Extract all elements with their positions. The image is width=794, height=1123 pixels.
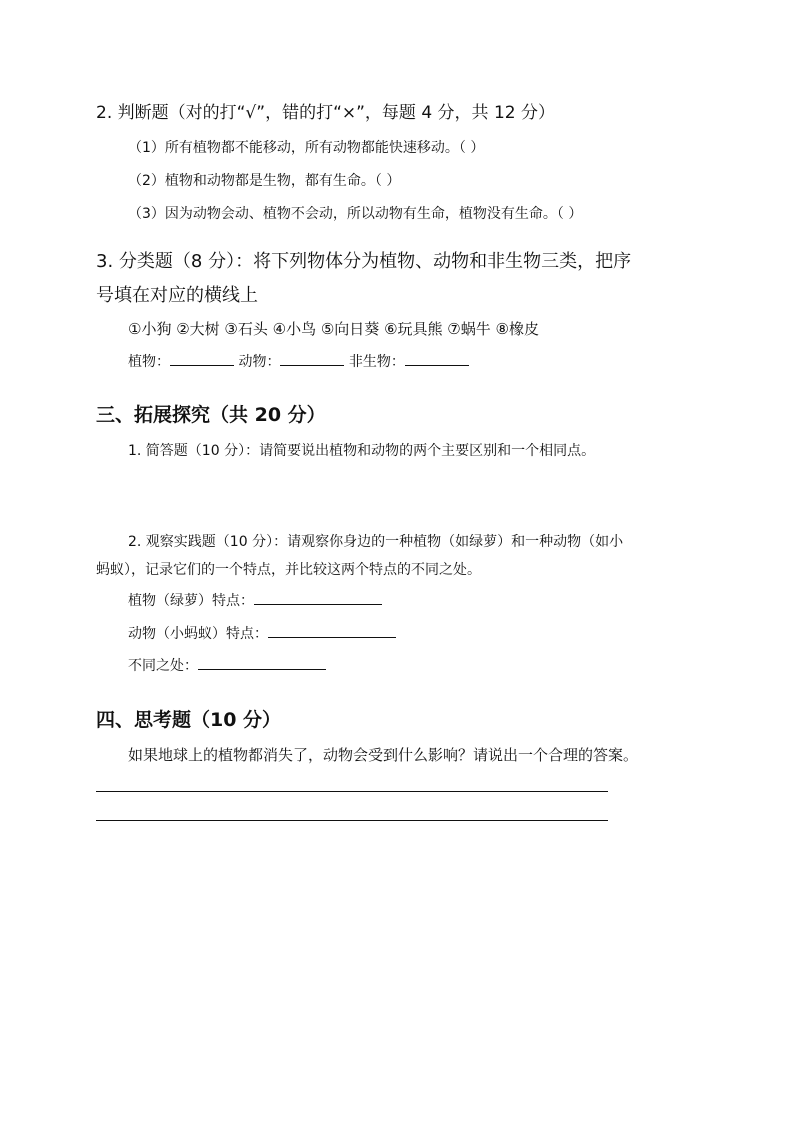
section3-q1: 1. 简答题（10 分）：请简要说出植物和动物的两个主要区别和一个相同点。 bbox=[128, 443, 596, 459]
section3-plant-row bbox=[128, 590, 382, 610]
section3-diff-row bbox=[128, 655, 326, 675]
q3-label-nonliving: 非生物： bbox=[348, 354, 405, 370]
section3-q2-line1: 2. 观察实践题（10 分）：请观察你身边的一种植物（如绿萝）和一种动物（如小 bbox=[128, 534, 624, 550]
section3-blank-diff[interactable] bbox=[198, 655, 326, 670]
q3-answer-row bbox=[128, 351, 469, 371]
section4-answer-line-1[interactable] bbox=[96, 791, 608, 792]
section3-label-plant: 植物（绿萝）特点： bbox=[128, 593, 254, 609]
section3-blank-plant[interactable] bbox=[254, 590, 382, 605]
q3-blank-nonliving[interactable] bbox=[405, 351, 469, 366]
section4-title: 四、思考题（10 分） bbox=[96, 709, 282, 731]
section4-answer-line-2[interactable] bbox=[96, 820, 608, 821]
section3-animal-row bbox=[128, 623, 396, 643]
section3-q2-line2: 蚂蚁），记录它们的一个特点，并比较这两个特点的不同之处。 bbox=[96, 562, 481, 578]
section3-label-animal: 动物（小蚂蚁）特点： bbox=[128, 626, 268, 642]
q2-item-1: （1）所有植物都不能移动，所有动物都能快速移动。（ ） bbox=[128, 140, 485, 156]
q3-blank-animal[interactable] bbox=[280, 351, 344, 366]
q2-title: 2. 判断题（对的打“√”，错的打“×”，每题 4 分，共 12 分） bbox=[96, 103, 555, 123]
section3-label-diff: 不同之处： bbox=[128, 658, 198, 674]
section4-question: 如果地球上的植物都消失了，动物会受到什么影响？请说出一个合理的答案。 bbox=[128, 746, 639, 764]
q3-blank-plant[interactable] bbox=[170, 351, 234, 366]
section3-blank-animal[interactable] bbox=[268, 623, 396, 638]
q3-label-plant: 植物： bbox=[128, 354, 170, 370]
q3-label-animal: 动物： bbox=[238, 354, 281, 370]
q3-title-line2: 号填在对应的横线上 bbox=[96, 285, 258, 306]
q2-item-2: （2）植物和动物都是生物，都有生命。（ ） bbox=[128, 173, 401, 189]
q2-item-3: （3）因为动物会动、植物不会动，所以动物有生命，植物没有生命。（ ） bbox=[128, 206, 583, 222]
q3-title-line1: 3. 分类题（8 分）：将下列物体分为植物、动物和非生物三类，把序 bbox=[96, 251, 632, 272]
q3-options: ①小狗 ②大树 ③石头 ④小鸟 ⑤向日葵 ⑥玩具熊 ⑦蜗牛 ⑧橡皮 bbox=[128, 320, 539, 338]
section3-title: 三、拓展探究（共 20 分） bbox=[96, 404, 326, 426]
